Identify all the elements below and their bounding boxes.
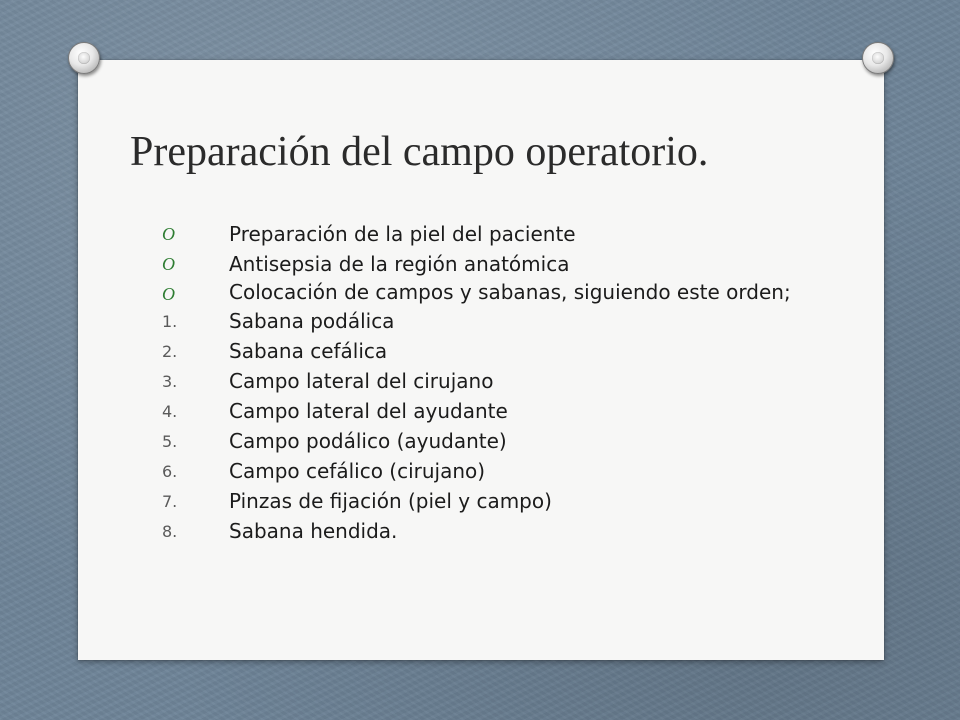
numbered-item [162,370,842,393]
slide-content [162,223,842,550]
bullet-text: Antisepsia de la región anatómica [229,252,570,276]
numbered-text: Campo podálico (ayudante) [229,429,507,453]
pushpin-icon [68,42,100,74]
bullet-item [162,253,842,276]
numbered-item [162,400,842,423]
slide-card [78,60,884,660]
bullet-text: Preparación de la piel del paciente [229,222,576,246]
numbered-item [162,430,842,453]
number-marker: 7. [162,492,178,511]
numbered-item [162,520,842,543]
numbered-item [162,340,842,363]
slide-title: Preparación del campo operatorio. [130,129,709,175]
number-marker: 6. [162,462,178,481]
number-marker: 2. [162,342,178,361]
numbered-item [162,310,842,333]
number-marker: 8. [162,522,178,541]
bullet-item [162,280,829,304]
numbered-text: Sabana cefálica [229,339,388,363]
numbered-text: Campo lateral del cirujano [229,369,494,393]
pushpin-icon [862,42,894,74]
bullet-marker: O [162,284,175,304]
numbered-item [162,460,842,483]
bullet-text: Colocación de campos y sabanas, siguiendo este orden; [229,280,791,304]
number-marker: 3. [162,372,178,391]
numbered-text: Sabana hendida. [229,519,398,543]
bullet-marker: O [162,224,175,244]
numbered-text: Sabana podálica [229,309,395,333]
number-marker: 4. [162,402,178,421]
bullet-marker: O [162,254,175,274]
number-marker: 5. [162,432,178,451]
bullet-item [162,223,842,246]
numbered-item [162,490,842,513]
numbered-text: Pinzas de fijación (piel y campo) [229,489,552,513]
number-marker: 1. [162,312,178,331]
numbered-text: Campo lateral del ayudante [229,399,508,423]
numbered-text: Campo cefálico (cirujano) [229,459,486,483]
